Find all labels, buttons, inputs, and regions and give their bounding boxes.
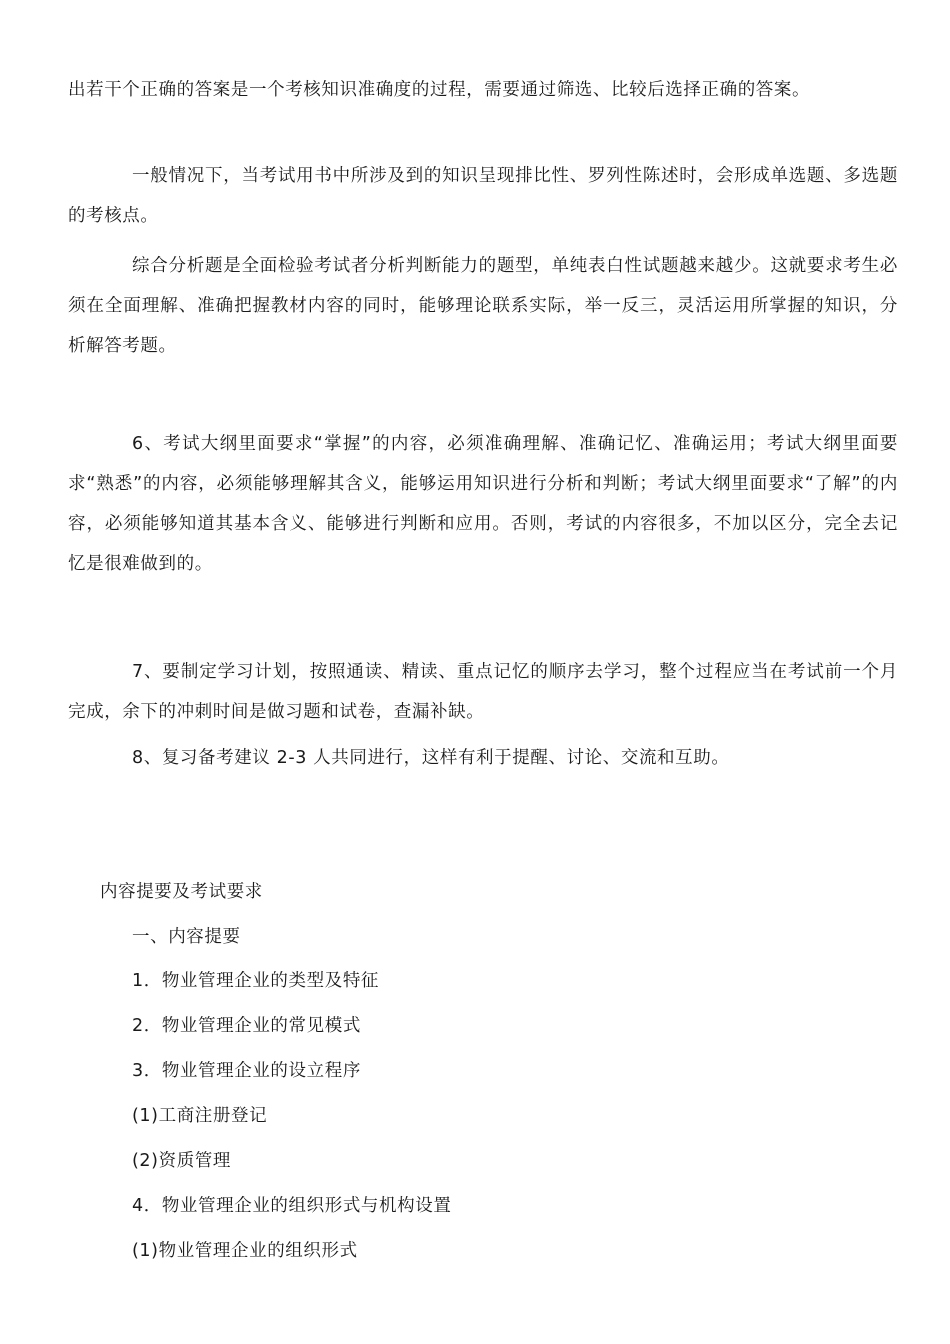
outline-item: 3．物业管理企业的设立程序 bbox=[132, 1061, 361, 1081]
paragraph-item-7: 7、要制定学习计划，按照通读、精读、重点记忆的顺序去学习，整个过程应当在考试前一个月完成，余下的冲刺时间是做习题和试卷，查漏补缺。 bbox=[68, 662, 898, 722]
outline-heading: 内容提要及考试要求 bbox=[100, 882, 263, 902]
outline-item: 4．物业管理企业的组织形式与机构设置 bbox=[132, 1196, 452, 1216]
outline-item: (1)物业管理企业的组织形式 bbox=[132, 1241, 358, 1261]
outline-section-title: 一、内容提要 bbox=[132, 927, 241, 947]
paragraph-comprehensive-analysis: 综合分析题是全面检验考试者分析判断能力的题型，单纯表白性试题越来越少。这就要求考生必须在全面理解、准确把握教材内容的同时，能够理论联系实际，举一反三，灵活运用所掌握的知识，分析解答考题。 bbox=[68, 256, 898, 356]
paragraph-item-8: 8、复习备考建议 2-3 人共同进行，这样有利于提醒、讨论、交流和互助。 bbox=[132, 748, 730, 768]
paragraph-answer-selection: 出若干个正确的答案是一个考核知识准确度的过程，需要通过筛选、比较后选择正确的答案。 bbox=[68, 80, 811, 100]
paragraph-question-types: 一般情况下，当考试用书中所涉及到的知识呈现排比性、罗列性陈述时，会形成单选题、多选题的考核点。 bbox=[68, 166, 898, 226]
outline-item: 1．物业管理企业的类型及特征 bbox=[132, 971, 380, 991]
outline-item: (2)资质管理 bbox=[132, 1151, 231, 1171]
paragraph-item-6: 6、考试大纲里面要求“掌握”的内容，必须准确理解、准确记忆、准确运用；考试大纲里面要求“熟悉”的内容，必须能够理解其含义，能够运用知识进行分析和判断；考试大纲里面要求“了解”的内容，必须能够知道其基本含义、能够进行判断和应用。否则，考试的内容很多，不加以区分，完全去记忆是很难做到的。 bbox=[68, 434, 898, 574]
outline-item: (1)工商注册登记 bbox=[132, 1106, 268, 1126]
outline-item: 2．物业管理企业的常见模式 bbox=[132, 1016, 361, 1036]
